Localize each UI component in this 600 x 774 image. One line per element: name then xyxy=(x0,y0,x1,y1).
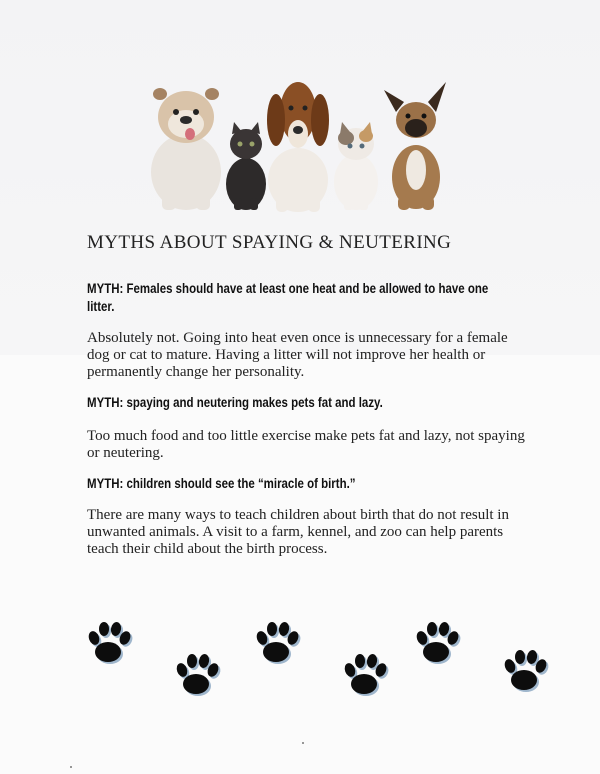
paw-print-icon xyxy=(172,648,228,704)
paw-print-icon xyxy=(500,644,556,700)
dogs-and-cats-photo xyxy=(146,72,446,214)
myth-answer-2: Too much food and too little exercise make pets fat and lazy, not spaying or neutering. xyxy=(87,428,525,461)
french-bulldog-figure xyxy=(384,82,446,210)
myth-heading-1: MYTH: Females should have at least one heat and be allowed to have one litter. xyxy=(87,280,489,314)
black-kitten-figure xyxy=(226,122,266,210)
bulldog-figure xyxy=(151,88,221,210)
myth-answer-3: There are many ways to teach children about birth that do not result in unwanted animals. A visit to a farm, kennel, and zoo can help parents teach their child about the birth process. xyxy=(87,507,509,557)
scan-speck xyxy=(302,742,304,744)
scan-speck xyxy=(70,766,72,768)
page-title: MYTHS ABOUT SPAYING & NEUTERING xyxy=(87,232,452,253)
myth-heading-2: MYTH: spaying and neutering makes pets fat and lazy. xyxy=(87,394,383,410)
myth-heading-3: MYTH: children should see the “miracle of birth.” xyxy=(87,475,356,491)
paw-print-icon xyxy=(340,648,396,704)
paw-print-icon xyxy=(252,616,308,672)
paw-print-icon xyxy=(412,616,468,672)
basset-hound-figure xyxy=(267,82,329,212)
myth-answer-1: Absolutely not. Going into heat even once is unnecessary for a female dog or cat to mature. Having a litter will not improve her health or permanently change her personality. xyxy=(87,330,508,380)
calico-cat-figure xyxy=(334,122,378,210)
paw-print-icon xyxy=(84,616,140,672)
